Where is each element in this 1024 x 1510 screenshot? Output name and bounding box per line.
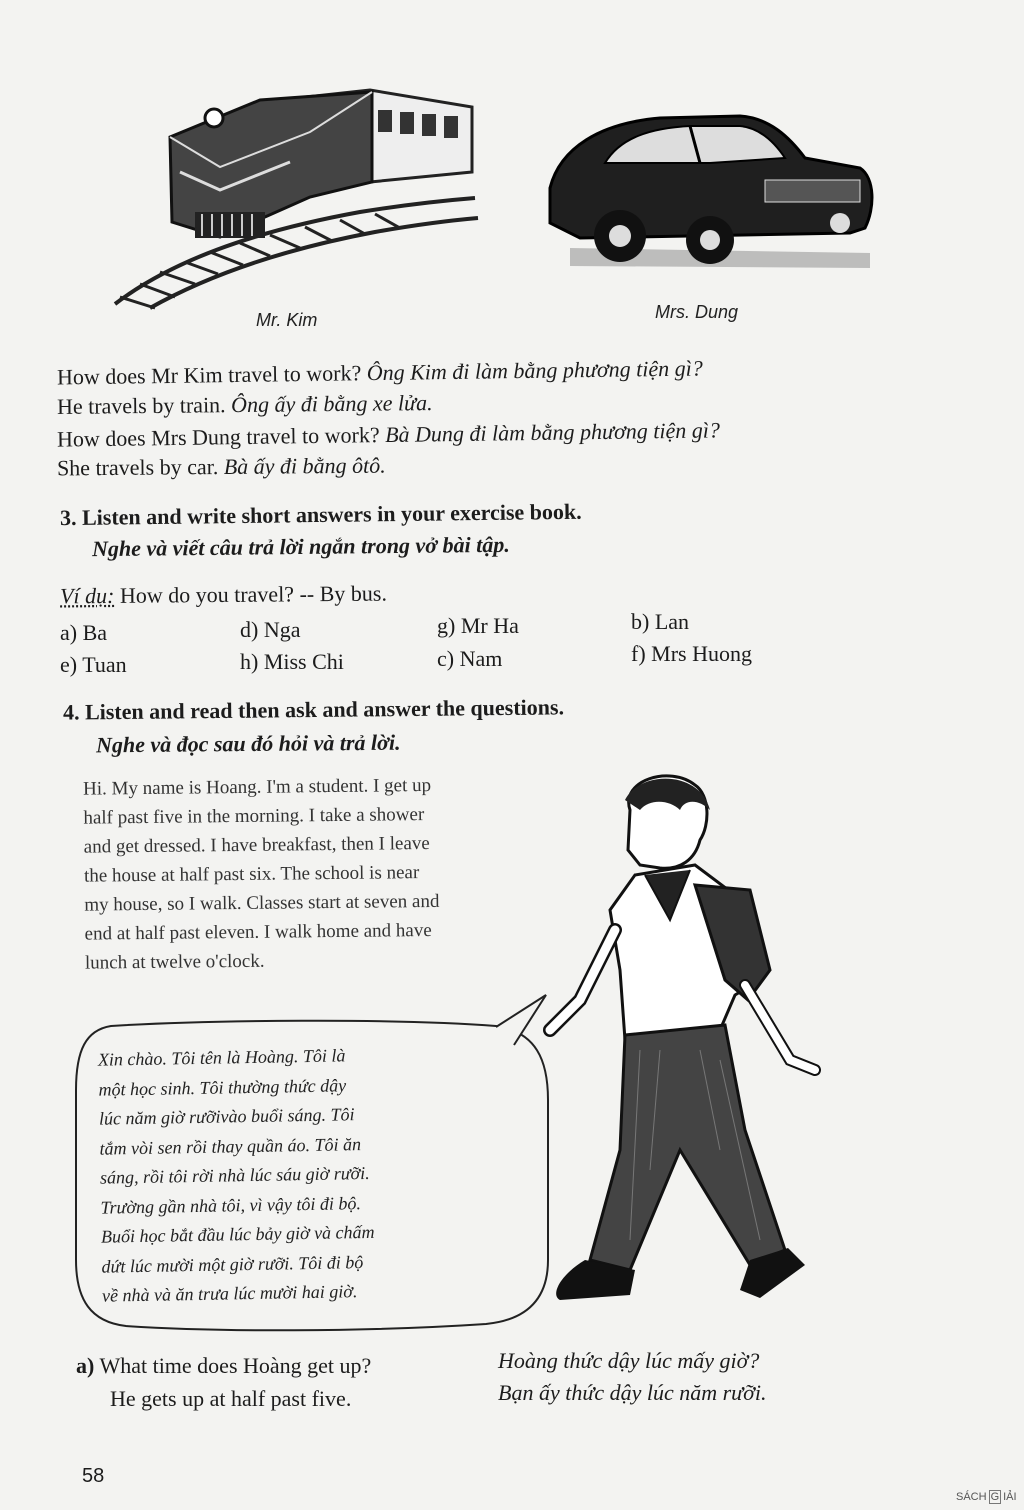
answer-item: d) Nga	[240, 617, 301, 642]
car-illustration	[540, 108, 880, 288]
boy-illustration	[520, 770, 840, 1330]
answer-a: He gets up at half past five.	[110, 1386, 352, 1411]
example-line	[59, 580, 388, 609]
section-3-subtitle: Nghe và viết câu trả lời ngắn trong vở bài tập.	[91, 531, 510, 562]
watermark-logo: SÁCH G IẢI	[956, 1491, 1017, 1503]
car-caption: Mrs. Dung	[655, 302, 739, 322]
dialogue-line: How does Mr Kim travel to work? Ông Kim đi làm bằng phương tiện gì?	[56, 355, 703, 390]
train-illustration	[110, 72, 482, 312]
section-4-title: 4. Listen and read then ask and answer the questions.	[62, 694, 565, 725]
reading-passage: Hi. My name is Hoang. I'm a student. I get up half past five in the morning. I take a shower and get dressed. I have breakfast, then I leave the house at half past six. The school is near my house, so I walk. Classes start at seven and end at half past eleven. I walk home and have lunch at twelve o'clock.	[82, 774, 440, 974]
answer-a-vi: Bạn ấy thức dậy lúc năm rưỡi.	[498, 1380, 767, 1405]
section-3-title: 3. Listen and write short answers in your exercise book.	[59, 498, 582, 531]
train-caption: Mr. Kim	[256, 310, 318, 330]
page-number: 58	[82, 1465, 105, 1487]
dialogue-line: How does Mrs Dung travel to work? Bà Dung đi làm bằng phương tiện gì?	[56, 417, 721, 452]
question-a: a) What time does Hoàng get up?	[76, 1353, 372, 1378]
answer-item: e) Tuan	[60, 652, 127, 677]
answer-item: g) Mr Ha	[437, 613, 519, 638]
section-4-subtitle: Nghe và đọc sau đó hỏi và trả lời.	[95, 729, 401, 758]
answer-item: h) Miss Chi	[240, 649, 344, 674]
example-label: Ví dụ:	[59, 582, 115, 609]
question-label: a)	[76, 1353, 95, 1378]
answer-item: c) Nam	[437, 646, 503, 671]
dialogue-line: She travels by car. Bà ấy đi bằng ôtô.	[56, 452, 386, 481]
answer-item: f) Mrs Huong	[631, 641, 752, 666]
answer-item: b) Lan	[631, 609, 690, 634]
speech-bubble-text: Xin chào. Tôi tên là Hoàng. Tôi là một học sinh. Tôi thường thức dậy lúc năm giờ rưỡivào buổi sáng. Tôi tắm vòi sen rồi thay quần áo. Tôi ăn sáng, rồi tôi rời nhà lúc sáu giờ rưỡi. Trường gần nhà tôi, vì vậy tôi đi bộ. Buổi học bắt đầu lúc bảy giờ và chấm dứt lúc mười một giờ rưỡi. Tôi đi bộ về nhà và ăn trưa lúc mười hai giờ.	[97, 1045, 375, 1306]
dialogue-line: He travels by train. Ông ấy đi bằng xe lửa.	[56, 390, 433, 419]
question-a-vi: Hoàng thức dậy lúc mấy giờ?	[498, 1348, 760, 1373]
example-text: How do you travel? -- By bus.	[119, 580, 388, 608]
answer-item: a) Ba	[60, 620, 108, 645]
